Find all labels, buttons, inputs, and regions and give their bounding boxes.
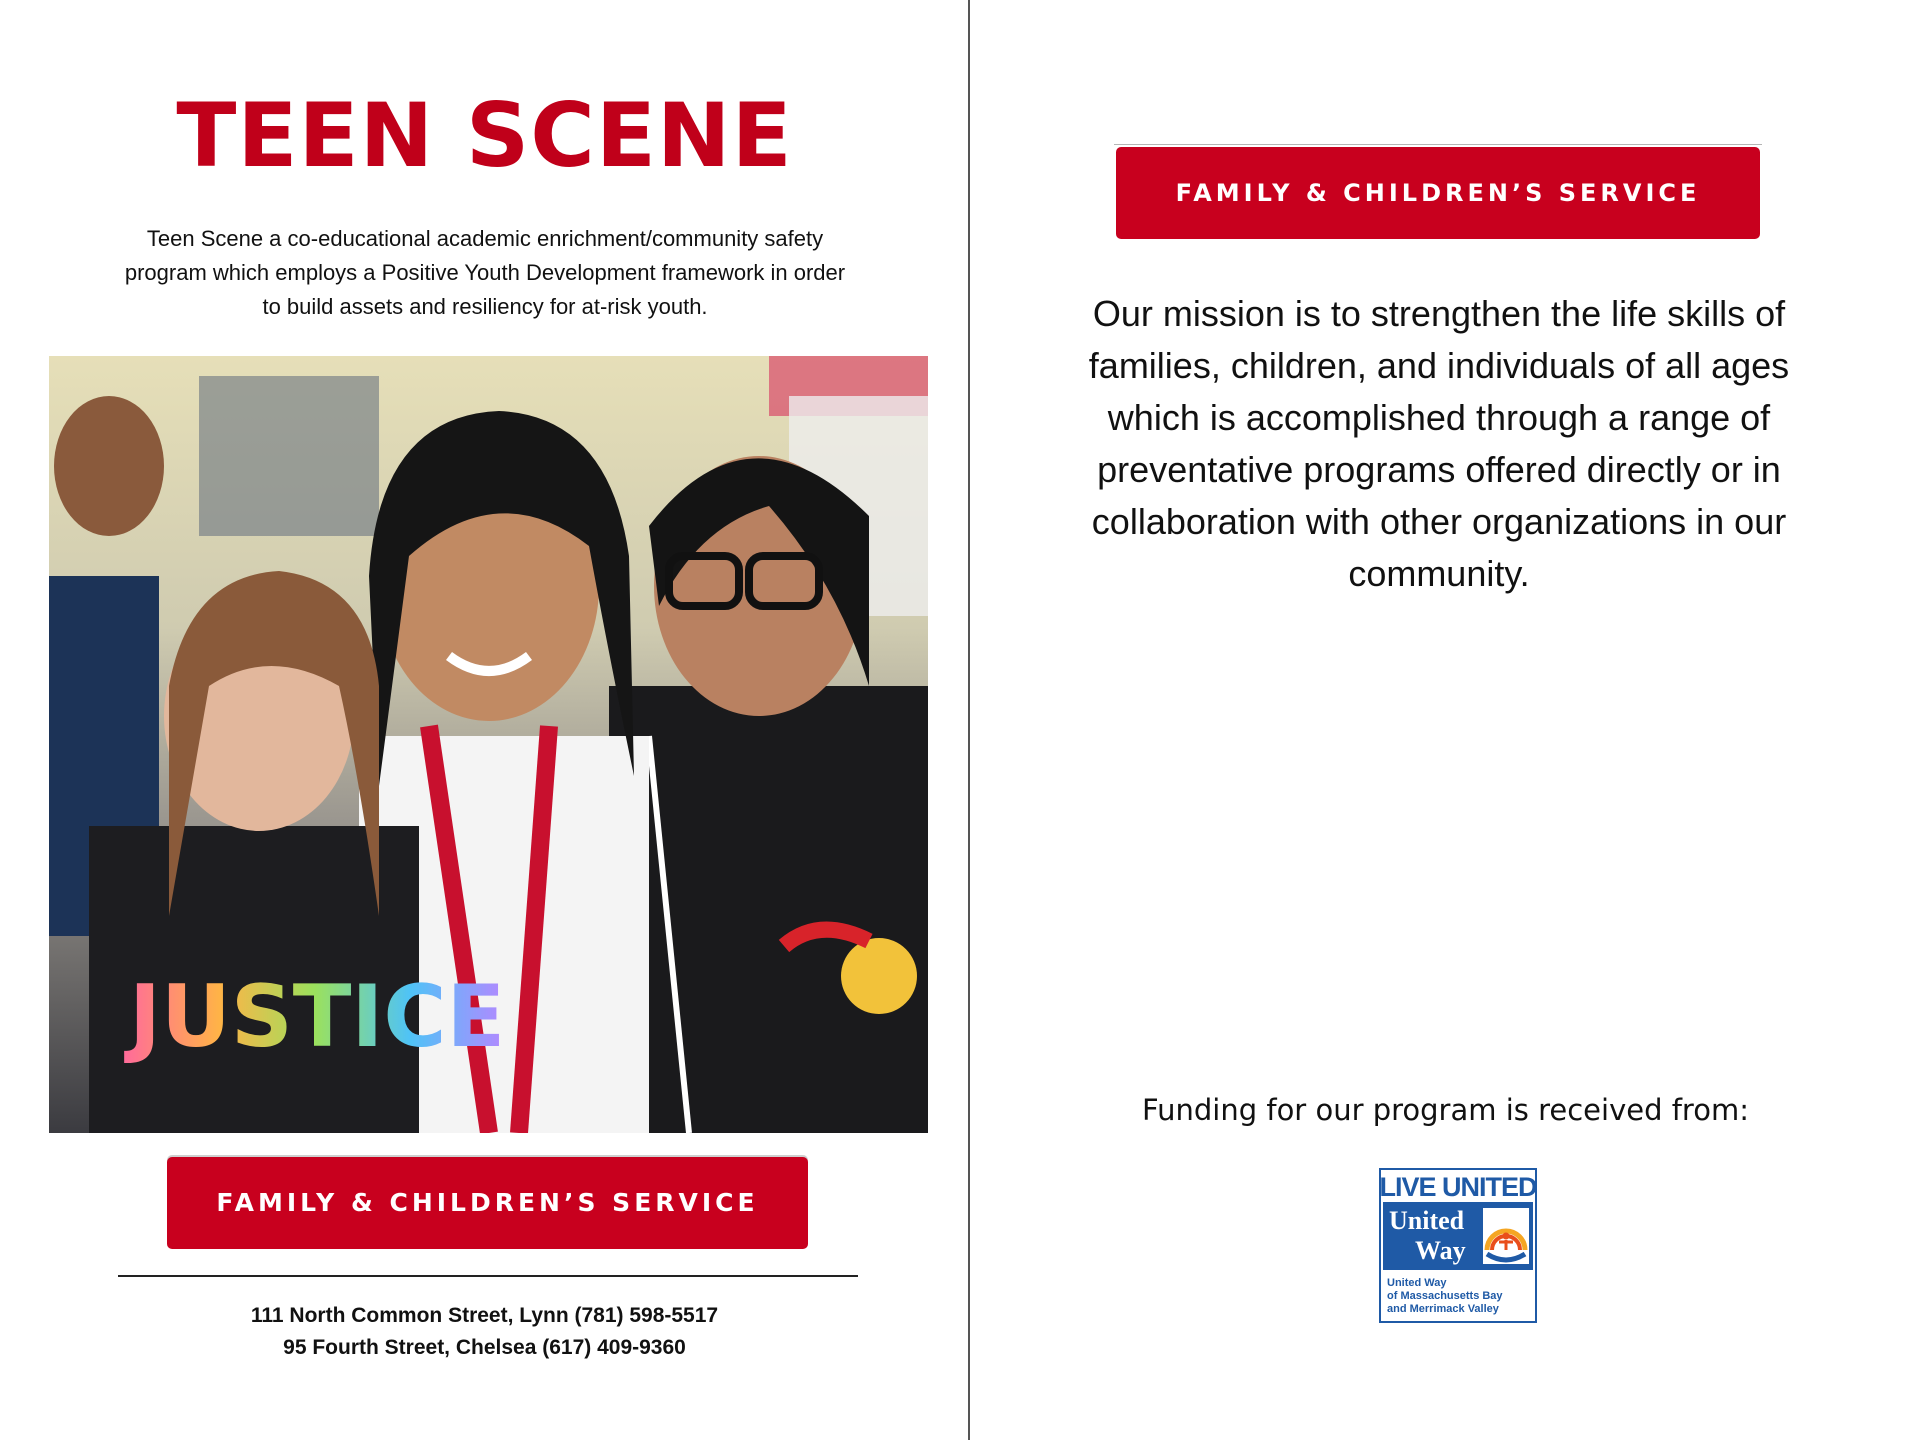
address-lynn: 111 North Common Street, Lynn (781) 598-5517 — [250, 1304, 719, 1327]
intro-line: to build assets and resiliency for at-risk youth. — [262, 294, 708, 319]
logo-sub-line2: of Massachusetts Bay — [1387, 1290, 1503, 1302]
mission-line: collaboration with other organizations in our — [1091, 501, 1787, 542]
shirt-text: JUSTICE — [129, 967, 506, 1067]
group-photo — [49, 356, 928, 1133]
brand-banner: FAMILY & CHILDREN’S SERVICE — [167, 1157, 808, 1249]
intro-paragraph — [80, 222, 890, 324]
mission-statement — [1066, 288, 1812, 600]
page-title: TEEN SCENE — [176, 84, 793, 187]
logo-sub-line3: and Merrimack Valley — [1387, 1303, 1499, 1315]
united-way-logo-mark — [1381, 1170, 1535, 1321]
logo-name-line1: United — [1389, 1206, 1465, 1235]
mission-line: which is accomplished through a range of — [1107, 397, 1771, 438]
right-page — [971, 0, 1920, 1440]
page-fold-divider — [968, 0, 970, 1440]
mission-line: community. — [1348, 553, 1530, 594]
group-photo-illustration — [49, 356, 928, 1133]
rainbow-hand-icon — [1483, 1208, 1529, 1264]
logo-tagline: LIVE UNITED — [1381, 1172, 1535, 1202]
logo-name-line2: Way — [1415, 1236, 1466, 1265]
mission-line: preventative programs offered directly or in — [1097, 449, 1781, 490]
top-rule — [1114, 144, 1762, 145]
united-way-logo — [1379, 1168, 1537, 1323]
logo-sub-line1: United Way — [1387, 1277, 1447, 1289]
address-chelsea: 95 Fourth Street, Chelsea (617) 409-9360 — [283, 1336, 686, 1359]
intro-line: program which employs a Positive Youth Development framework in order — [124, 260, 846, 285]
brand-banner: FAMILY & CHILDREN’S SERVICE — [1116, 147, 1760, 239]
mission-line: Our mission is to strengthen the life skills of — [1092, 293, 1786, 334]
divider-line — [118, 1275, 858, 1277]
mission-line: families, children, and individuals of all ages — [1088, 345, 1790, 386]
funding-text: Funding for our program is received from: — [1142, 1093, 1749, 1127]
intro-line: Teen Scene a co-educational academic enrichment/community safety — [146, 226, 824, 251]
